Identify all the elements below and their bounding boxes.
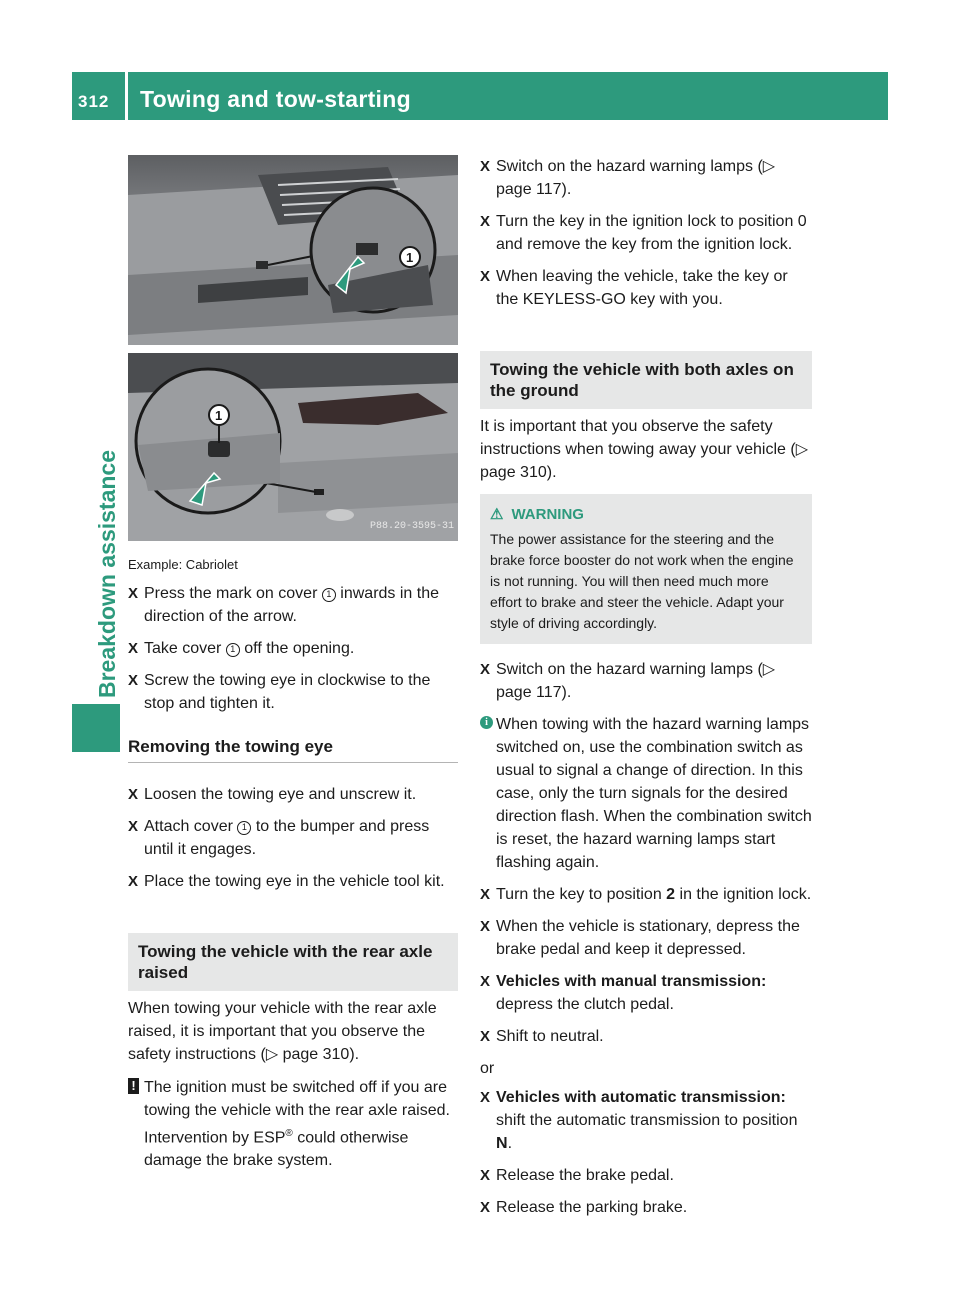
callout-1-icon: 1 <box>226 643 240 657</box>
step-take-key: X When leaving the vehicle, take the key or the KEYLESS-GO key with you. <box>480 265 812 311</box>
rear-bumper-illustration <box>128 353 458 541</box>
step-hazard-lamps-2: X Switch on the hazard warning lamps (▷ page 117). <box>480 658 812 704</box>
step-automatic-transmission: X Vehicles with automatic transmission: shift the automatic transmission to position N. <box>480 1086 812 1155</box>
step-release-parking: X Release the parking brake. <box>480 1196 812 1219</box>
rear-axle-section-heading: Towing the vehicle with the rear axle raised <box>128 933 458 991</box>
step-arrow-icon: X <box>480 973 491 990</box>
step-arrow-icon: X <box>128 640 139 657</box>
step-attach-cover: X Attach cover 1 to the bumper and press until it engages. <box>128 815 458 861</box>
rear-bumper-image <box>128 353 458 541</box>
step-brake-pedal: X When the vehicle is stationary, depress the brake pedal and keep it depressed. <box>480 915 812 961</box>
rear-axle-paragraph: When towing your vehicle with the rear axle raised, it is important that you observe the safety instructions (▷ page 310). <box>128 1000 437 1063</box>
step-manual-transmission: X Vehicles with manual transmission: depress the clutch pedal. <box>480 970 812 1016</box>
header-separator <box>125 72 128 120</box>
step-turn-key-0: X Turn the key in the ignition lock to position 0 and remove the key from the ignition lock. <box>480 210 812 256</box>
step-arrow-icon: X <box>480 661 491 678</box>
exclamation-icon: ! <box>128 1078 139 1094</box>
step-arrow-icon: X <box>480 1167 491 1184</box>
step-arrow-icon: X <box>128 672 139 689</box>
step-release-brake: X Release the brake pedal. <box>480 1164 812 1187</box>
left-column <box>128 155 458 1181</box>
warning-text: The power assistance for the steering and the brake force booster do not work when the engine is not running. You will then need much more effort to brake and steer the vehicle. Adapt your style of driving accordingly. <box>490 531 794 631</box>
info-icon: i <box>480 716 493 729</box>
callout-1-icon: 1 <box>237 821 251 835</box>
warning-triangle-icon: ⚠ <box>490 506 504 523</box>
page-title: Towing and tow-starting <box>140 86 411 112</box>
step-arrow-icon: X <box>480 918 491 935</box>
step-press-cover: X Press the mark on cover 1 inwards in the direction of the arrow. <box>128 582 458 628</box>
right-column <box>480 155 812 1228</box>
warning-heading: ⚠ WARNING <box>490 506 584 523</box>
page-number: 312 <box>78 92 110 111</box>
step-arrow-icon: X <box>128 786 139 803</box>
step-arrow-icon: X <box>480 1199 491 1216</box>
step-place-eye: X Place the towing eye in the vehicle tool kit. <box>128 870 458 893</box>
step-arrow-icon: X <box>480 158 491 175</box>
ignition-note: ! The ignition must be switched off if you are towing the vehicle with the rear axle raised. Intervention by ESP® could otherwise damage the brake system. <box>128 1076 458 1172</box>
callout-number: 1 <box>406 250 414 265</box>
callout-number-rear: 1 <box>215 408 223 423</box>
or-separator: or <box>480 1060 495 1077</box>
step-turn-key-2: X Turn the key to position 2 in the ignition lock. <box>480 883 812 906</box>
step-arrow-icon: X <box>128 873 139 890</box>
step-arrow-icon: X <box>480 886 491 903</box>
figure-caption: Example: Cabriolet <box>128 557 238 572</box>
step-loosen-eye: X Loosen the towing eye and unscrew it. <box>128 783 458 806</box>
side-section-title <box>84 138 124 698</box>
step-arrow-icon: X <box>480 1028 491 1045</box>
hazard-info-note: i When towing with the hazard warning lamps switched on, use the combination switch as usual to signal a change of direction. In this case, only the turn signals for the desired direction flash. When the combination switch is reset, the hazard warning lamps start flashing again. <box>480 713 812 874</box>
figure-code: P88.20-3595-31 <box>369 521 454 532</box>
warning-box <box>480 494 812 644</box>
step-screw-eye: X Screw the towing eye in clockwise to the stop and tighten it. <box>128 669 458 715</box>
side-tab-marker <box>72 704 120 752</box>
front-bumper-image <box>128 155 458 345</box>
removing-heading: Removing the towing eye <box>128 735 458 763</box>
callout-1-icon: 1 <box>322 588 336 602</box>
step-arrow-icon: X <box>128 585 139 602</box>
front-bumper-illustration <box>128 155 458 345</box>
step-arrow-icon: X <box>480 268 491 285</box>
step-take-cover: X Take cover 1 off the opening. <box>128 637 458 660</box>
step-neutral: X Shift to neutral. <box>480 1025 812 1048</box>
step-arrow-icon: X <box>480 213 491 230</box>
step-arrow-icon: X <box>480 1089 491 1106</box>
step-hazard-lamps: X Switch on the hazard warning lamps (▷ page 117). <box>480 155 812 201</box>
both-axles-paragraph: It is important that you observe the safety instructions when towing away your vehicle (▷ page 310). <box>480 418 809 481</box>
step-arrow-icon: X <box>128 818 139 835</box>
side-section-label: Breakdown assistance <box>94 449 120 698</box>
both-axles-section-heading: Towing the vehicle with both axles on the ground <box>480 351 812 409</box>
